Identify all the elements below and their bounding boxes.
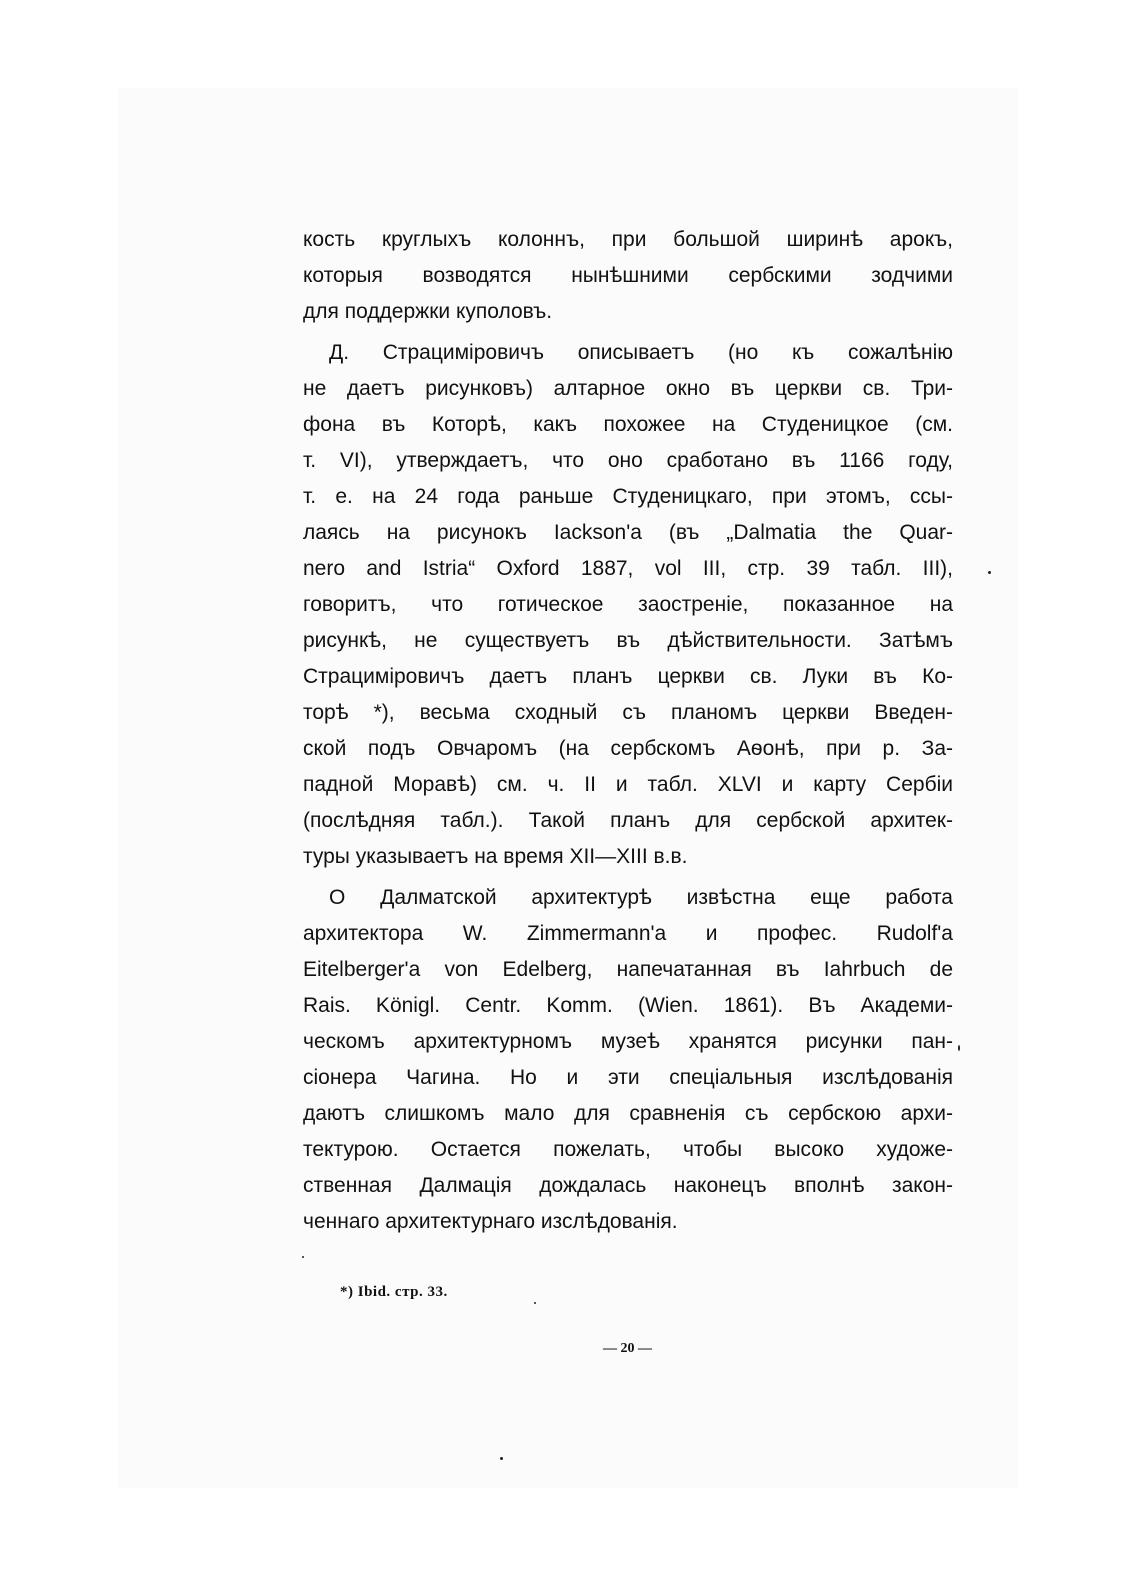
text-line: Rais. Königl. Centr. Komm. (Wien. 1861). Въ Академи-	[303, 994, 953, 1017]
text-line: сiонера Чагина. Но и эти спецiальныя изслѣдованiя	[303, 1066, 953, 1089]
text-line: для поддержки куполовъ.	[303, 300, 553, 323]
text-line: Страцимiровичъ даетъ планъ церкви св. Луки въ Ко-	[303, 665, 953, 688]
text-line: падной Моравѣ) см. ч. II и табл. XLVI и карту Сербiи	[303, 773, 953, 796]
text-line: говоритъ, что готическое заостренiе, показанное на	[303, 593, 953, 616]
text-line: Eitelberger'a von Edelberg, напечатанная въ Iahrbuch de	[303, 958, 953, 981]
text-line: ченнаго архитектурнаго изслѣдованiя.	[303, 1210, 678, 1233]
text-line: Д. Страцимiровичъ описываетъ (но къ сожалѣнiю	[329, 341, 953, 364]
text-line: рисункѣ, не существуетъ въ дѣйствительности. Затѣмъ	[303, 629, 953, 652]
text-line: т. е. на 24 года раньше Студеницкаго, при этомъ, ссы-	[303, 485, 953, 508]
text-line: торѣ *), весьма сходный съ планомъ церкви Введен-	[303, 701, 953, 724]
scan-speck	[988, 571, 991, 574]
text-line: nero and Istria“ Oxford 1887, vol III, стр. 39 табл. III),	[303, 557, 953, 580]
text-line: (послѣдняя табл.). Такой планъ для сербской архитек-	[303, 809, 953, 832]
text-line: архитектора W. Zimmermann'a и профес. Rudolf'a	[303, 922, 953, 945]
text-line: не даетъ рисунковъ) алтарное окно въ церкви св. Три-	[303, 377, 953, 400]
scan-speck	[302, 1256, 304, 1258]
text-line: ской подъ Овчаромъ (на сербскомъ Аѳонѣ, при р. За-	[303, 737, 953, 760]
body-text	[303, 222, 953, 1240]
text-line: ственная Далмацiя дождалась наконецъ вполнѣ закон-	[303, 1174, 953, 1197]
text-line: О Далматской архитектурѣ извѣстна еще работа	[329, 886, 953, 909]
text-line: лаясь на рисунокъ Iackson'a (въ „Dalmatia the Quar-	[303, 521, 953, 544]
text-line: фона въ Которѣ, какъ похожее на Студеницкое (см.	[303, 413, 953, 436]
text-line: ческомъ архитектурномъ музеѣ хранятся рисунки пан-	[303, 1030, 953, 1053]
footnote: *) Ibid. стр. 33.	[340, 1284, 448, 1300]
text-line: которыя возводятся нынѣшними сербскими зодчими	[303, 264, 953, 287]
text-line: т. VI), утверждаетъ, что оно сработано въ 1166 году,	[303, 449, 953, 472]
scan-speck	[534, 1302, 536, 1304]
text-line: тектурою. Остается пожелать, чтобы высоко художе-	[303, 1138, 953, 1161]
text-line: даютъ слишкомъ мало для сравненiя съ сербскою архи-	[303, 1102, 953, 1125]
text-line: кость круглыхъ колоннъ, при большой ширинѣ арокъ,	[303, 228, 953, 251]
text-line: туры указываетъ на время XII—XIII в.в.	[303, 845, 688, 868]
paragraph	[303, 335, 953, 875]
scan-speck	[500, 1457, 503, 1460]
scan-speck	[958, 1045, 960, 1051]
paragraph	[303, 880, 953, 1240]
paragraph	[303, 222, 953, 330]
page-number: — 20 —	[603, 1341, 652, 1356]
